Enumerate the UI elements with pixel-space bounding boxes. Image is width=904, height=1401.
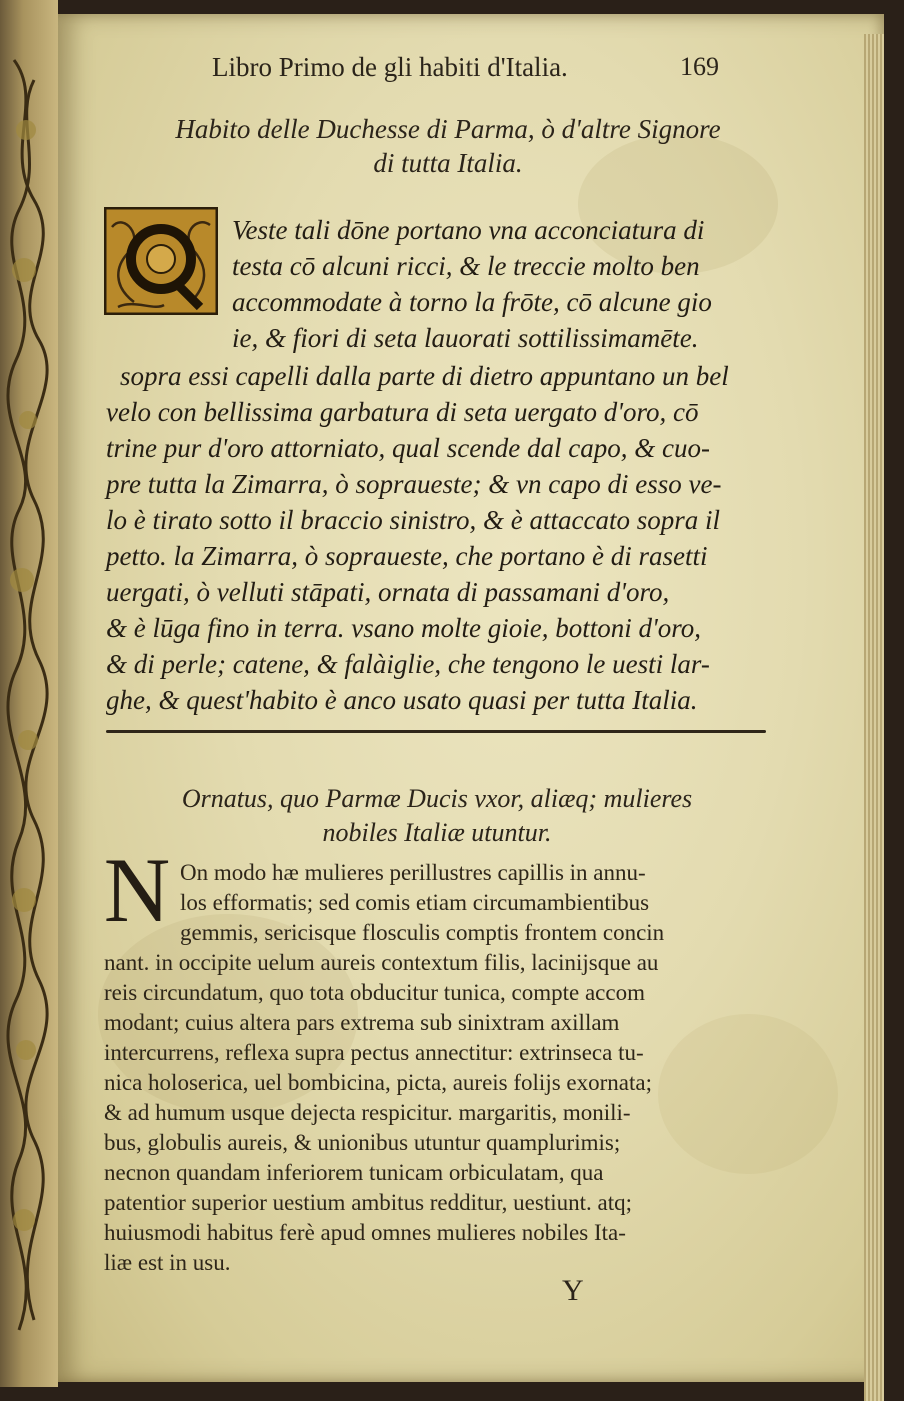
running-head <box>212 52 752 92</box>
text-line: reis circundatum, quo tota obducitur tunica, compte accom <box>104 980 645 1005</box>
text-line: & è lūga fino in terra. vsano molte gioie, bottoni d'oro, <box>106 613 701 643</box>
text-line: bus, globulis aureis, & unionibus utuntur quamplurimis; <box>104 1130 621 1155</box>
italian-section-title <box>118 112 778 180</box>
text-line: velo con bellissima garbatura di seta uergato d'oro, cō <box>106 397 699 427</box>
text-line: necnon quandam inferiorem tunicam orbiculatam, qua <box>104 1160 604 1185</box>
text-line: modant; cuius altera pars extrema sub sinixtram axillam <box>104 1010 620 1035</box>
text-line: & di perle; catene, & falàiglie, che tengono le uesti lar- <box>106 649 710 679</box>
title-line: nobiles Italiæ utuntur. <box>322 818 552 847</box>
title-line: Habito delle Duchesse di Parma, ò d'altre Signore <box>175 114 721 144</box>
text-line: accommodate à torno la frōte, cō alcune gio <box>232 287 712 317</box>
text-line: petto. la Zimarra, ò sopraueste, che portano è di rasetti <box>106 541 708 571</box>
text-line: pre tutta la Zimarra, ò sopraueste; & vn capo di esso ve- <box>106 469 722 499</box>
text-line: uergati, ò velluti stāpati, ornata di passamani d'oro, <box>106 577 670 607</box>
text-line: sopra essi capelli dalla parte di dietro appuntano un bel <box>120 361 729 391</box>
signature-mark: Y <box>562 1274 584 1307</box>
text-line: nant. in occipite uelum aureis contextum filis, lacinijsque au <box>104 950 659 975</box>
drop-cap-n: N <box>103 839 171 941</box>
text-line: huiusmodi habitus ferè apud omnes mulieres nobiles Ita- <box>104 1220 626 1245</box>
text-line: Veste tali dōne portano vna acconciatura di <box>232 215 705 245</box>
title-line: Ornatus, quo Parmæ Ducis vxor, aliæq; mulieres <box>181 784 693 813</box>
text-line: ghe, & quest'habito è anco usato quasi per tutta Italia. <box>106 685 698 715</box>
page-number: 169 <box>680 52 719 81</box>
floral-ornament-border <box>4 40 50 1340</box>
facing-page-edge <box>0 0 58 1387</box>
text-line: liæ est in usu. <box>104 1250 231 1275</box>
text-line: ie, & fiori di seta lauorati sottilissimamēte. <box>232 323 699 353</box>
text-line: & ad humum usque dejecta respicitur. margaritis, monili- <box>104 1100 631 1125</box>
decorated-initial-q <box>104 207 218 315</box>
text-line: patentior superior uestium ambitus redditur, uestiunt. atq; <box>104 1190 632 1215</box>
page-fore-edge <box>864 34 884 1401</box>
text-line: los efformatis; sed comis etiam circumambientibus <box>180 890 650 915</box>
text-line: intercurrens, reflexa supra pectus annectitur: extrinseca tu- <box>104 1040 644 1065</box>
latin-section-title <box>112 782 762 850</box>
text-line: gemmis, sericisque flosculis comptis frontem concin <box>180 920 665 945</box>
running-title: Libro Primo de gli habiti d'Italia. <box>212 52 568 82</box>
title-line: di tutta Italia. <box>373 148 523 178</box>
text-line: nica holoserica, uel bombicina, picta, aureis folijs exornata; <box>104 1070 652 1095</box>
text-line: trine pur d'oro attorniato, qual scende dal capo, & cuo- <box>106 433 710 463</box>
text-line: lo è tirato sotto il braccio sinistro, & è attaccato sopra il <box>106 505 720 535</box>
text-line: On modo hæ mulieres perillustres capillis in annu- <box>180 860 646 885</box>
text-line: testa cō alcuni ricci, & le treccie molto ben <box>232 251 700 281</box>
section-divider-rule <box>106 730 766 733</box>
